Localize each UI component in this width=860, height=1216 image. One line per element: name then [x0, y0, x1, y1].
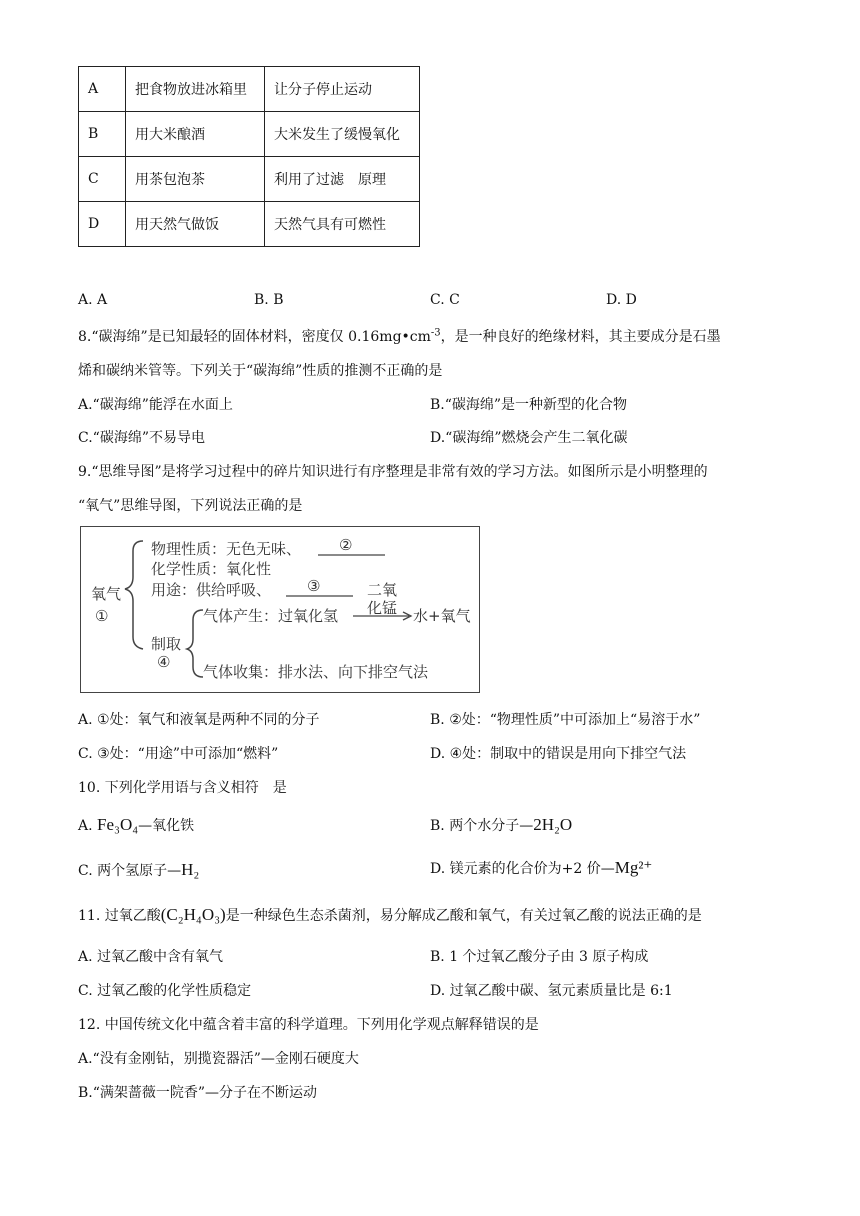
mind-map-usage: 用途：供给呼吸、 [151, 581, 272, 599]
q10-formula-c: H₂ [181, 860, 200, 879]
q7-explanation-cell: 天然气具有可燃性 [265, 202, 420, 247]
q8-option-c: C.“碳海绵”不易导电 [78, 430, 205, 446]
q7-explanation-cell: 利用了过滤 原理 [265, 157, 420, 202]
q8-stem-line2: 烯和碳纳米管等。下列关于“碳海绵”性质的推测不正确的是 [78, 363, 443, 379]
q10-option-c: C. 两个氢原子—H₂ [78, 860, 200, 879]
mind-map-catalyst-top: 二氧 [367, 581, 398, 599]
q7-choice-d: D. D [606, 292, 637, 308]
oxygen-mind-map [80, 526, 480, 693]
q12-option-a: A.“没有金刚钻，别揽瓷器活”—金刚石硬度大 [78, 1051, 359, 1067]
q8-option-b: B.“碳海绵”是一种新型的化合物 [430, 397, 628, 413]
q8-option-a: A.“碳海绵”能浮在水面上 [78, 397, 233, 413]
q10-formula-b: 2H₂O [533, 815, 573, 834]
q10-formula-d: Mg²⁺ [614, 858, 653, 877]
q7-explanation-cell: 大米发生了缓慢氧化 [265, 112, 420, 157]
q9-option-d: D. ④处：制取中的错误是用向下排空气法 [430, 746, 687, 762]
q8-stem-line1: 8.“碳海绵”是已知最轻的固体材料，密度仅 $0.16mg•cm^{-3}$，是一种良好的绝缘材料，其主要成分是石墨 [78, 327, 721, 345]
q11-stem: 11. 过氧乙酸(C₂H₄O₃)是一种绿色生态杀菌剂，易分解成乙酸和氧气，有关过氧乙酸的说法正确的是 [78, 905, 702, 924]
mind-map-blank-3: ③ [307, 577, 321, 595]
q7-choice-a: A. A [78, 292, 108, 308]
q10-option-b: B. 两个水分子—2H₂O [430, 815, 573, 834]
q10-option-d: D. 镁元素的化合价为+2 价—Mg²⁺ [430, 858, 653, 877]
q11-option-d: D. 过氧乙酸中碳、氢元素质量比是 6:1 [430, 983, 673, 999]
mind-map-root: 氧气 [91, 585, 122, 603]
q11-option-a: A. 过氧乙酸中含有氧气 [78, 949, 224, 965]
q7-table-row [79, 202, 420, 247]
mind-map-root-mark: ① [95, 607, 109, 625]
q7-action-cell: 用大米酿酒 [126, 112, 265, 157]
q7-action-cell: 用茶包泡茶 [126, 157, 265, 202]
q7-choice-b: B. B [254, 292, 284, 308]
q7-table [78, 66, 420, 247]
mind-map-catalyst-bottom: 化锰 [367, 599, 398, 617]
q10-option-a: A. Fe₃O₄—氧化铁 [78, 815, 195, 834]
q7-option-cell: A [79, 67, 126, 112]
mind-map-physical: 物理性质：无色无味、 [151, 540, 302, 558]
q7-option-cell: B [79, 112, 126, 157]
mind-map-prep: 制取 [151, 635, 182, 653]
mind-map-blank-2: ② [339, 536, 353, 554]
q9-option-c: C. ③处：“用途”中可添加“燃料” [78, 746, 279, 762]
q7-table-row [79, 157, 420, 202]
q7-choice-c: C. C [430, 292, 460, 308]
q9-stem-line1: 9.“思维导图”是将学习过程中的碎片知识进行有序整理是非常有效的学习方法。如图所示是小明整理的 [78, 464, 708, 480]
q10-formula-a: Fe₃O₄ [97, 815, 139, 834]
q8-option-d: D.“碳海绵”燃烧会产生二氧化碳 [430, 430, 628, 446]
q7-option-cell: D [79, 202, 126, 247]
q9-option-b: B. ②处：“物理性质”中可添加上“易溶于水” [430, 712, 701, 728]
mind-map-products: 水+氧气 [413, 607, 471, 625]
q9-stem-line2: “氧气”思维导图，下列说法正确的是 [78, 498, 303, 514]
q11-formula: (C₂H₄O₃) [160, 905, 226, 924]
mind-map-chemical: 化学性质：氧化性 [151, 560, 272, 578]
q7-table-row [79, 112, 420, 157]
q10-stem: 10. 下列化学用语与含义相符 是 [78, 780, 287, 796]
q7-explanation-cell: 让分子停止运动 [265, 67, 420, 112]
q12-option-b: B.“满架蔷薇一院香”—分子在不断运动 [78, 1085, 318, 1101]
mind-map-gas-production: 气体产生：过氧化氢 [203, 607, 339, 625]
q7-action-cell: 把食物放进冰箱里 [126, 67, 265, 112]
main-brace [125, 541, 143, 649]
mind-map-gas-collection: 气体收集：排水法、向下排空气法 [203, 663, 429, 681]
q7-action-cell: 用天然气做饭 [126, 202, 265, 247]
q7-table-row [79, 67, 420, 112]
q12-stem: 12. 中国传统文化中蕴含着丰富的科学道理。下列用化学观点解释错误的是 [78, 1017, 539, 1033]
q7-option-cell: C [79, 157, 126, 202]
mind-map-prep-mark: ④ [157, 653, 171, 671]
q9-option-a: A. ①处：氧气和液氧是两种不同的分子 [78, 712, 320, 728]
prep-brace [187, 610, 203, 677]
q11-option-b: B. 1 个过氧乙酸分子由 3 原子构成 [430, 949, 649, 965]
q11-option-c: C. 过氧乙酸的化学性质稳定 [78, 983, 252, 999]
